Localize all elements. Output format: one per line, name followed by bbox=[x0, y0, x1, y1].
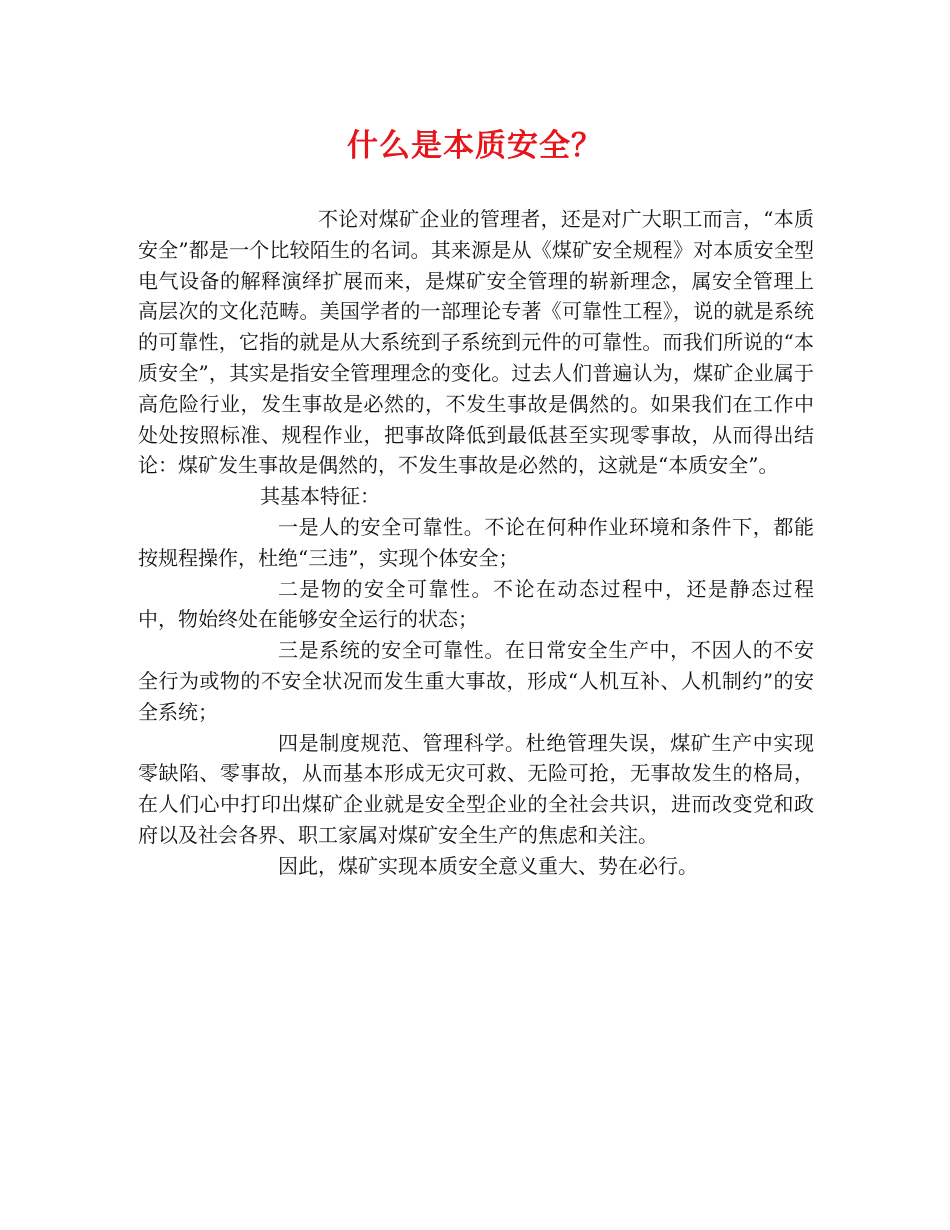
conclusion-paragraph: 因此，煤矿实现本质安全意义重大、势在必行。 bbox=[278, 853, 698, 878]
feature-paragraph-4: 四是制度规范、管理科学。杜绝管理失误，煤矿生产中实现零缺陷、零事故，从而基本形成无灾可救、无险可抢，无事故发生的格局，在人们心中打印出煤矿企业就是安全型企业的全社会共识，进而改变党和政府以及社会各界、职工家属对煤矿安全生产的焦虑和关注。 bbox=[138, 730, 814, 847]
intro-paragraph: 不论对煤矿企业的管理者，还是对广大职工而言，“本质安全”都是一个比较陌生的名词。其来源是从《煤矿安全规程》对本质安全型电气设备的解释演绎扩展而来，是煤矿安全管理的崭新理念，属安全管理上高层次的文化范畴。美国学者的一部理论专著《可靠性工程》，说的就是系统的可靠性，它指的就是从大系统到子系统到元件的可靠性。而我们所说的“本质安全”，其实是指安全管理理念的变化。过去人们普遍认为，煤矿企业属于高危险行业，发生事故是必然的，不发生事故是偶然的。如果我们在工作中处处按照标准、规程作业，把事故降低到最低甚至实现零事故，从而得出结论：煤矿发生事故是偶然的，不发生事故是必然的，这就是“本质安全”。 bbox=[138, 207, 814, 478]
features-heading: 其基本特征： bbox=[260, 484, 380, 509]
feature-paragraph-2: 二是物的安全可靠性。不论在动态过程中，还是静态过程中，物始终处在能够安全运行的状态； bbox=[138, 576, 814, 632]
feature-paragraph-3: 三是系统的安全可靠性。在日常安全生产中，不因人的不安全行为或物的不安全状况而发生重大事故，形成“人机互补、人机制约”的安全系统； bbox=[138, 638, 814, 724]
document-body bbox=[138, 204, 814, 882]
document-title: 什么是本质安全？ bbox=[347, 128, 603, 164]
feature-paragraph-1: 一是人的安全可靠性。不论在何种作业环境和条件下，都能按规程操作，杜绝“三违”，实现个体安全； bbox=[138, 514, 814, 570]
